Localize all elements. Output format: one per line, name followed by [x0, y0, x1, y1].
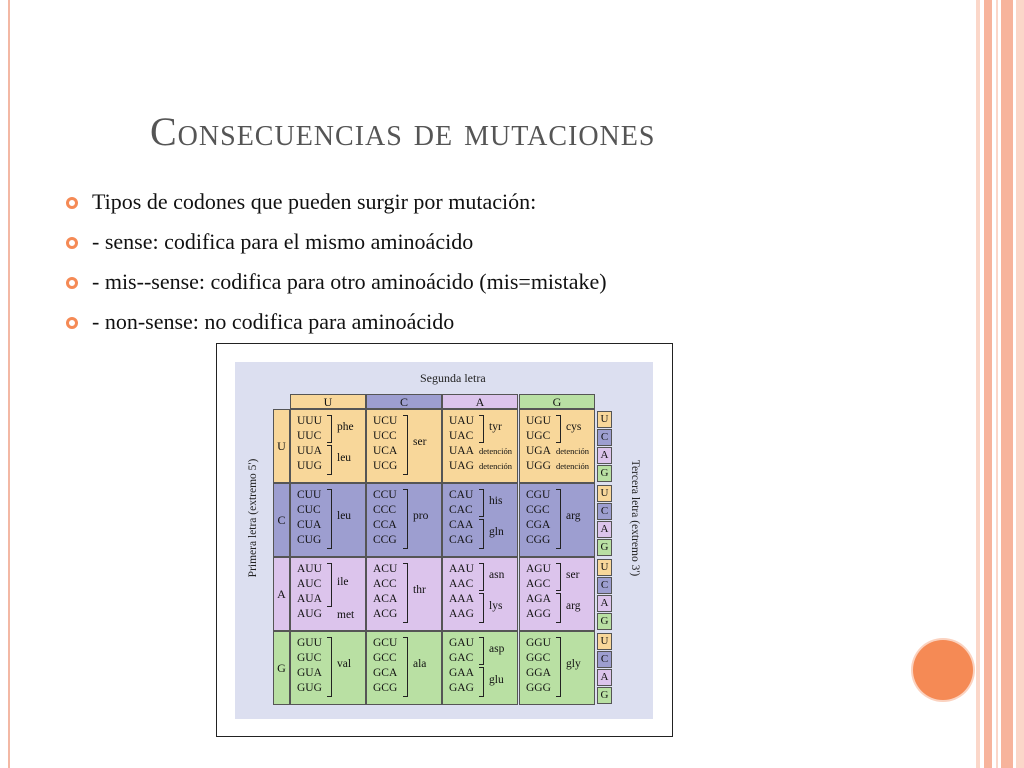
codon: CUA	[297, 519, 322, 531]
amino-acid-label: gly	[566, 658, 581, 670]
codon-list	[449, 488, 473, 548]
decor-stripe	[976, 0, 980, 768]
codon: UGG	[526, 460, 551, 472]
codon: GCG	[373, 682, 398, 694]
amino-acid-label: arg	[566, 510, 581, 522]
codon: CCA	[373, 519, 397, 531]
codon-bracket	[556, 415, 561, 443]
codon-bracket	[556, 563, 561, 591]
codon: AUC	[297, 578, 322, 590]
codon: CAC	[449, 504, 473, 516]
bullet-item	[60, 264, 607, 304]
row-header-a: A	[273, 557, 290, 631]
codon-bracket	[327, 637, 332, 697]
codon: UCG	[373, 460, 398, 472]
amino-acid-label: lys	[489, 600, 503, 612]
codon-bracket	[403, 563, 408, 623]
codon-cell	[442, 631, 518, 705]
amino-acid-label: asn	[489, 569, 505, 581]
codon: GCA	[373, 667, 398, 679]
codon-bracket	[479, 667, 484, 697]
codon: AGC	[526, 578, 551, 590]
column-header-u: U	[290, 394, 366, 409]
codon: CAU	[449, 489, 474, 501]
codon-list	[526, 562, 551, 622]
codon: ACU	[373, 563, 398, 575]
codon-cell	[519, 483, 595, 557]
codon-cell	[366, 557, 442, 631]
codon-cell	[290, 557, 366, 631]
codon-list	[526, 488, 550, 548]
third-letter-a: A	[597, 447, 612, 464]
bullet-item	[60, 304, 607, 344]
amino-acid-label: asp	[489, 643, 505, 655]
codon-bracket	[403, 637, 408, 697]
codon-list	[449, 414, 474, 474]
codon: AAU	[449, 563, 474, 575]
codon-bracket	[327, 445, 332, 475]
left-border-line	[8, 0, 10, 768]
codon-list	[526, 636, 551, 696]
codon: GGU	[526, 637, 551, 649]
codon-list	[449, 636, 474, 696]
codon-bracket	[479, 563, 484, 591]
codon: UUC	[297, 430, 322, 442]
codon: GAC	[449, 652, 474, 664]
third-letter-c: C	[597, 651, 612, 668]
decor-stripe	[1016, 0, 1024, 768]
bullet-list	[60, 184, 607, 344]
codon-cell	[290, 631, 366, 705]
amino-acid-label: tyr	[489, 421, 502, 433]
codon-bracket	[556, 593, 561, 623]
bullet-text: - non-sense: no codifica para aminoácido	[92, 309, 455, 334]
slide-title: Consecuencias de mutaciones	[150, 109, 656, 154]
codon: UGC	[526, 430, 551, 442]
codon-bracket	[479, 489, 484, 517]
codon-list	[297, 562, 322, 622]
codon: UAC	[449, 430, 474, 442]
codon: UCA	[373, 445, 398, 457]
codon: GUC	[297, 652, 322, 664]
codon: AGU	[526, 563, 551, 575]
column-header-a: A	[442, 394, 518, 409]
amino-acid-label: phe	[337, 421, 354, 433]
first-letter-label: Primera letra (extremo 5')	[247, 458, 259, 578]
codon: CGC	[526, 504, 550, 516]
codon-cell	[519, 409, 595, 483]
third-letter-label: Tercera letra (extremo 3')	[629, 459, 641, 577]
codon-bracket	[556, 637, 561, 697]
codon-bracket	[479, 519, 484, 549]
amino-acid-label: ser	[413, 436, 427, 448]
codon-cell	[366, 631, 442, 705]
bullet-text: - mis--sense: codifica para otro aminoácido (mis=mistake)	[92, 269, 607, 294]
bullet-icon	[66, 317, 78, 329]
codon: AUU	[297, 563, 322, 575]
codon: CCU	[373, 489, 397, 501]
third-letter-u: U	[597, 411, 612, 428]
third-letter-a: A	[597, 521, 612, 538]
codon: GAG	[449, 682, 474, 694]
codon: ACG	[373, 608, 398, 620]
codon: ACA	[373, 593, 398, 605]
amino-acid-label: thr	[413, 584, 426, 596]
codon: UCC	[373, 430, 397, 442]
third-letter-g: G	[597, 539, 612, 556]
codon-bracket	[479, 637, 484, 665]
codon: CCC	[373, 504, 397, 516]
amino-acid-label: ala	[413, 658, 427, 670]
codon: GGC	[526, 652, 551, 664]
amino-acid-label: val	[337, 658, 352, 670]
codon-cell	[366, 483, 442, 557]
decor-stripe	[1001, 0, 1013, 768]
codon: CUU	[297, 489, 322, 501]
codon-cell	[366, 409, 442, 483]
codon-bracket	[479, 593, 484, 623]
codon: AUG	[297, 608, 322, 620]
codon: CUC	[297, 504, 321, 516]
bullet-icon	[66, 197, 78, 209]
codon: AAC	[449, 578, 474, 590]
codon: CCG	[373, 534, 397, 546]
codon-list	[373, 414, 397, 474]
amino-acid-label: ser	[566, 569, 580, 581]
codon-cell	[519, 631, 595, 705]
third-letter-g: G	[597, 613, 612, 630]
bullet-text: Tipos de codones que pueden surgir por mutación:	[92, 189, 537, 214]
codon: GUG	[297, 682, 322, 694]
third-letter-u: U	[597, 633, 612, 650]
codon: GUU	[297, 637, 322, 649]
bullet-icon	[66, 237, 78, 249]
third-letter-a: A	[597, 669, 612, 686]
codon-cell	[519, 557, 595, 631]
codon: UUU	[297, 415, 322, 427]
codon: AUA	[297, 593, 322, 605]
genetic-code-figure	[216, 343, 673, 737]
amino-acid-label: detención	[479, 461, 513, 471]
codon-list	[297, 488, 321, 548]
amino-acid-label: cys	[566, 421, 582, 433]
codon: CGG	[526, 534, 551, 546]
column-header-c: C	[366, 394, 442, 409]
codon: GCU	[373, 637, 398, 649]
third-letter-u: U	[597, 485, 612, 502]
codon: GAU	[449, 637, 474, 649]
codon: UGA	[526, 445, 551, 457]
amino-acid-label: ile	[337, 576, 349, 588]
codon: CAG	[449, 534, 474, 546]
codon-bracket	[403, 415, 408, 475]
amino-acid-label: met	[337, 609, 355, 621]
codon-list	[449, 562, 474, 622]
decor-stripe	[984, 0, 992, 768]
bullet-item	[60, 224, 607, 264]
third-letter-u: U	[597, 559, 612, 576]
third-letter-a: A	[597, 595, 612, 612]
third-letter-c: C	[597, 503, 612, 520]
second-letter-label: Segunda letra	[420, 371, 486, 385]
codon-bracket	[327, 489, 332, 549]
third-letter-g: G	[597, 687, 612, 704]
row-header-c: C	[273, 483, 290, 557]
codon-list	[373, 488, 397, 548]
codon: UUG	[297, 460, 322, 472]
amino-acid-label: detención	[479, 446, 513, 456]
amino-acid-label: pro	[413, 510, 429, 522]
third-letter-c: C	[597, 429, 612, 446]
amino-acid-label: glu	[489, 674, 504, 686]
codon: UAG	[449, 460, 474, 472]
codon: CGU	[526, 489, 551, 501]
codon-list	[526, 414, 551, 474]
codon: AAA	[449, 593, 474, 605]
amino-acid-label: leu	[337, 510, 352, 522]
codon: CUG	[297, 534, 322, 546]
decor-circle	[913, 640, 973, 700]
codon: UAA	[449, 445, 474, 457]
codon: AGA	[526, 593, 551, 605]
bullet-text: - sense: codifica para el mismo aminoácido	[92, 229, 474, 254]
codon-list	[297, 414, 322, 474]
bullet-item	[60, 184, 607, 224]
codon: AAG	[449, 608, 474, 620]
codon: GAA	[449, 667, 474, 679]
genetic-code-table	[235, 362, 653, 719]
codon: GCC	[373, 652, 397, 664]
codon-list	[373, 562, 397, 622]
codon-cell	[442, 483, 518, 557]
codon-bracket	[556, 489, 561, 549]
codon: GGG	[526, 682, 551, 694]
codon: GUA	[297, 667, 322, 679]
column-header-g: G	[519, 394, 595, 409]
codon-bracket	[479, 415, 484, 443]
decor-stripe	[996, 0, 998, 768]
codon-bracket	[327, 415, 332, 443]
codon: UAU	[449, 415, 474, 427]
codon-cell	[290, 483, 366, 557]
row-header-g: G	[273, 631, 290, 705]
codon: AGG	[526, 608, 551, 620]
codon-cell	[442, 557, 518, 631]
row-header-u: U	[273, 409, 290, 483]
codon-cell	[442, 409, 518, 483]
amino-acid-label: arg	[566, 600, 581, 612]
bullet-icon	[66, 277, 78, 289]
codon-bracket	[403, 489, 408, 549]
codon: CAA	[449, 519, 474, 531]
codon: GGA	[526, 667, 551, 679]
codon: CGA	[526, 519, 551, 531]
codon-list	[297, 636, 322, 696]
codon-bracket	[327, 563, 332, 607]
amino-acid-label: gln	[489, 526, 504, 538]
codon: UCU	[373, 415, 398, 427]
amino-acid-label: his	[489, 495, 503, 507]
codon: ACC	[373, 578, 397, 590]
amino-acid-label: detención	[556, 461, 590, 471]
third-letter-g: G	[597, 465, 612, 482]
amino-acid-label: detención	[556, 446, 590, 456]
codon-cell	[290, 409, 366, 483]
codon-list	[373, 636, 397, 696]
third-letter-c: C	[597, 577, 612, 594]
codon: UGU	[526, 415, 551, 427]
codon: UUA	[297, 445, 322, 457]
amino-acid-label: leu	[337, 452, 352, 464]
